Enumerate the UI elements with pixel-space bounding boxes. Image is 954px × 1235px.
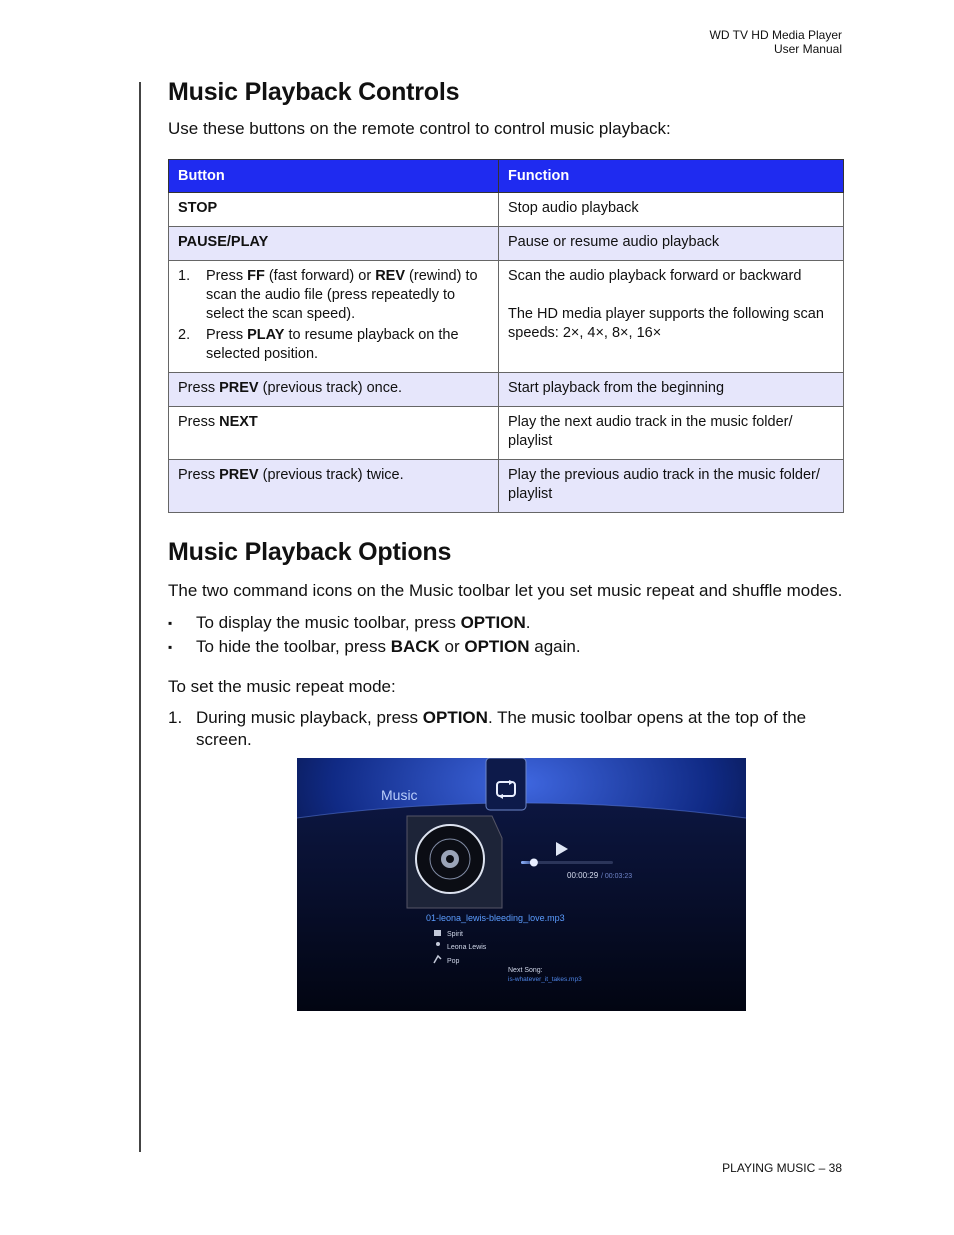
next-song-file: is-whatever_it_takes.mp3 [508,976,582,983]
controls-table [168,159,844,513]
text: To display the music toolbar, press [196,613,461,632]
controls-intro: Use these buttons on the remote control to control music playback: [168,119,671,138]
text: Press [178,467,220,483]
text: Press [178,414,220,430]
genre-name: Pop [447,958,460,965]
text: To hide the toolbar, press [196,637,391,656]
function-note: The HD media player supports the following scan speeds: 2×, 4×, 8×, 16× [508,306,824,341]
text: (fast forward) or [264,268,376,284]
next-song-label: Next Song: [508,967,543,974]
function-cell: Stop audio playback [499,193,844,227]
table-row [169,193,844,227]
text: (rewind) to scan the audio file (press repeatedly to select the scan speed). [206,268,478,322]
list-item [168,707,844,751]
album-icon [434,930,441,936]
text: (previous track) once. [258,380,403,396]
text: Press [206,268,248,284]
step-number: 1. [168,708,183,727]
options-intro: The two command icons on the Music toolbar let you set music repeat and shuffle modes. [168,581,843,600]
key-name: REV [375,268,406,284]
total-time: / 00:03:23 [601,873,633,880]
key-name: PLAY [247,327,285,343]
text: to resume playback on the selected position. [206,327,459,362]
toolbar-bullets [168,611,844,659]
table-row [169,407,844,460]
step-number: 1. [178,268,191,284]
step-number: 2. [178,327,191,343]
text: During music playback, press [196,708,423,727]
track-filename: 01-leona_lewis-bleeding_love.mp3 [426,913,565,923]
screen-title: Music [381,787,418,803]
text: . The music toolbar opens at the top of the screen. [196,708,807,749]
music-disc-icon [416,825,484,893]
button-cell [169,460,499,513]
toolbar-tab [486,758,526,810]
button-cell [169,373,499,407]
button-cell [169,227,499,261]
button-cell [169,261,499,373]
header-doc-type: User Manual [773,42,842,56]
button-name: PAUSE/PLAY [178,234,269,250]
text: . [525,613,531,632]
text: (previous track) twice. [258,467,404,483]
key-name: NEXT [219,414,258,430]
key-name: OPTION [422,708,488,727]
column-header-function: Function [499,160,844,193]
bullet-icon: ▪ [168,616,173,630]
function-cell: Play the previous audio track in the music folder/ playlist [499,460,844,513]
list-item [168,635,844,659]
artist-name: Leona Lewis [447,944,487,951]
table-row [169,227,844,261]
list-item [168,611,844,635]
function-cell [499,261,844,373]
bullet-icon: ▪ [168,640,173,654]
page-header [710,28,842,56]
table-row [169,373,844,407]
section-title-controls: Music Playback Controls [168,78,460,106]
repeat-steps [168,707,844,751]
list-item [178,267,489,324]
music-player-screenshot [297,758,746,1011]
elapsed-time: 00:00:29 [567,871,599,880]
list-item [178,326,489,364]
key-name: PREV [219,380,259,396]
margin-rule [139,82,141,1152]
button-cell [169,193,499,227]
key-name: OPTION [464,637,530,656]
function-cell: Start playback from the beginning [499,373,844,407]
function-cell: Pause or resume audio playback [499,227,844,261]
key-name: FF [247,268,265,284]
repeat-instruction: To set the music repeat mode: [168,677,396,696]
screenshot-art [297,758,746,1011]
header-product: WD TV HD Media Player [709,28,842,42]
section-title-options: Music Playback Options [168,538,452,566]
artist-icon [436,942,440,946]
album-name: Spirit [447,931,463,938]
column-header-button: Button [169,160,499,193]
key-name: BACK [390,637,440,656]
text: or [439,637,465,656]
button-cell [169,407,499,460]
text: again. [529,637,581,656]
function-text: Scan the audio playback forward or backward [508,268,802,284]
page-footer: PLAYING MUSIC – 38 [722,1161,842,1175]
table-row [169,261,844,373]
key-name: OPTION [460,613,526,632]
button-name: STOP [178,200,218,216]
table-row [169,460,844,513]
page-content [168,76,844,751]
scan-steps [178,267,489,364]
text: Press [178,380,220,396]
text: Press [206,327,248,343]
function-cell: Play the next audio track in the music folder/ playlist [499,407,844,460]
key-name: PREV [219,467,259,483]
table-header-row [169,160,844,193]
